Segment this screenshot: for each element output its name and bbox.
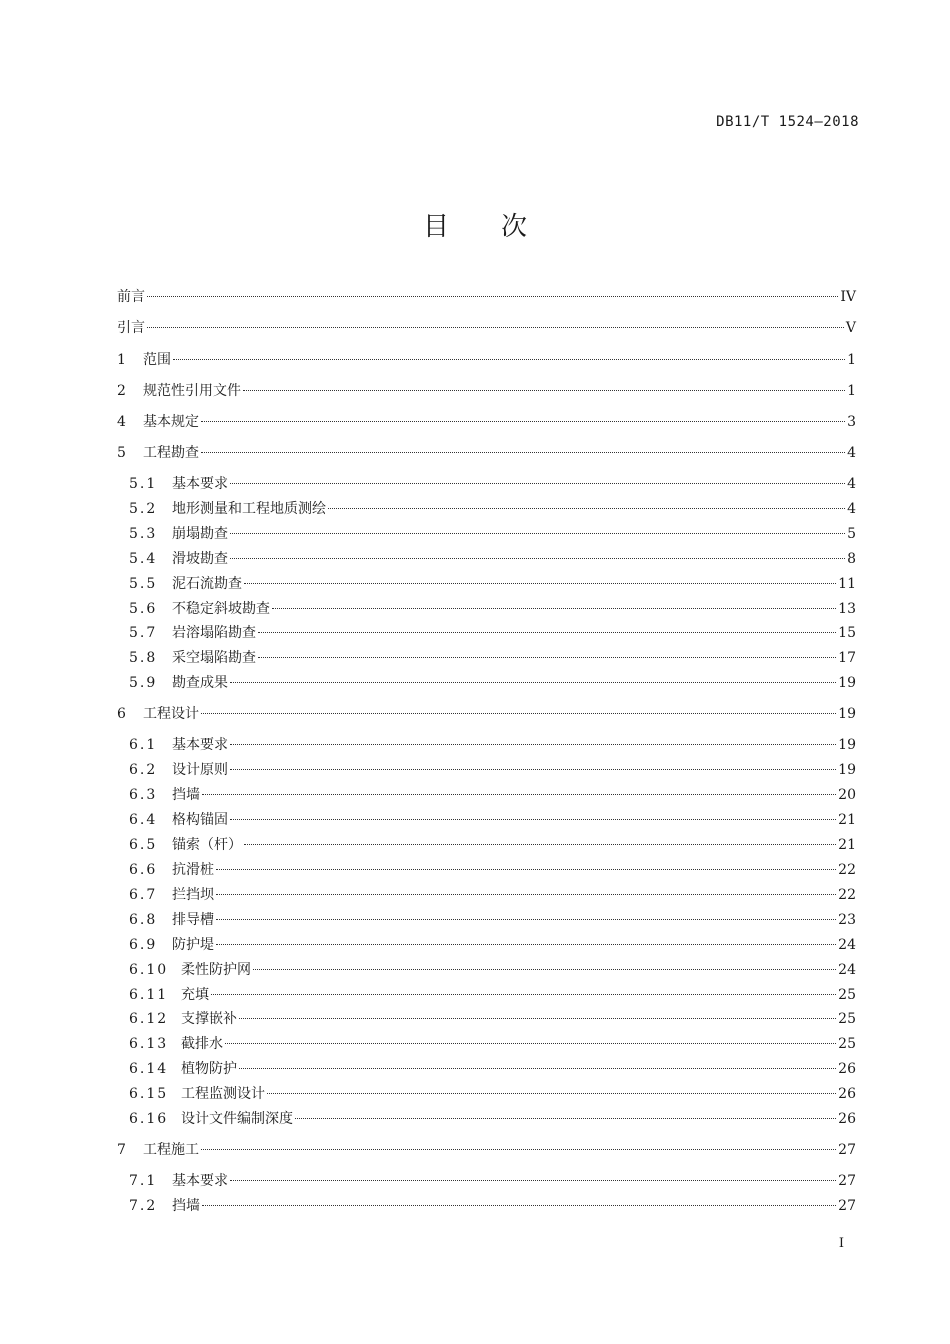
- toc-entry[interactable]: [117, 523, 856, 545]
- toc-entry-label: 引言: [117, 320, 145, 336]
- toc-dot-leader: [201, 452, 845, 453]
- toc-dot-leader: [202, 794, 836, 795]
- toc-dot-leader: [328, 508, 845, 509]
- toc-entry-page: 25: [838, 1036, 856, 1052]
- toc-entry-label: 采空塌陷勘查: [172, 650, 256, 666]
- toc-entry[interactable]: [117, 1058, 856, 1080]
- toc-entry-page: 24: [838, 962, 856, 978]
- toc-entry-number: 6.5: [129, 837, 158, 853]
- toc-dot-leader: [230, 558, 845, 559]
- toc-entry-number: 5.7: [129, 625, 158, 641]
- toc-entry-page: 21: [838, 837, 856, 853]
- toc-entry-label: 基本要求: [172, 1173, 228, 1189]
- toc-entry-page: 4: [847, 501, 856, 517]
- toc-entry-page: 17: [838, 650, 856, 666]
- toc-entry-page: 1: [847, 352, 856, 368]
- toc-entry-page: 4: [847, 476, 856, 492]
- toc-entry[interactable]: [117, 442, 856, 464]
- toc-dot-leader: [230, 744, 836, 745]
- toc-dot-leader: [244, 844, 836, 845]
- toc-entry-label: 格构锚固: [172, 812, 228, 828]
- toc-dot-leader: [230, 533, 845, 534]
- toc-entry-label: 设计文件编制深度: [181, 1111, 293, 1127]
- toc-dot-leader: [216, 919, 836, 920]
- toc-entry-label: 基本要求: [172, 476, 228, 492]
- toc-entry-number: 6.16: [129, 1111, 169, 1127]
- toc-entry[interactable]: [117, 647, 856, 669]
- toc-entry-number: 6.1: [129, 737, 158, 753]
- toc-entry-label: 排导槽: [172, 912, 214, 928]
- toc-entry-number: 6.15: [129, 1086, 169, 1102]
- toc-entry-page: 11: [838, 576, 856, 592]
- toc-entry-number: 5.6: [129, 601, 158, 617]
- toc-entry[interactable]: [117, 834, 856, 856]
- toc-entry-label: 不稳定斜坡勘查: [172, 601, 270, 617]
- toc-entry[interactable]: [117, 809, 856, 831]
- toc-entry-label: 挡墙: [172, 1198, 200, 1214]
- toc-entry-label: 工程施工: [143, 1142, 199, 1158]
- toc-entry[interactable]: [117, 672, 856, 694]
- toc-entry-number: 6.9: [129, 937, 158, 953]
- toc-entry-page: 21: [838, 812, 856, 828]
- toc-entry-number: 6.8: [129, 912, 158, 928]
- toc-entry[interactable]: [117, 411, 856, 433]
- toc-dot-leader: [211, 994, 836, 995]
- toc-entry-page: 24: [838, 937, 856, 953]
- toc-entry-label: 滑坡勘查: [172, 551, 228, 567]
- toc-dot-leader: [244, 583, 836, 584]
- toc-entry[interactable]: [117, 959, 856, 981]
- toc-entry-number: 6.2: [129, 762, 158, 778]
- toc-entry[interactable]: [117, 934, 856, 956]
- toc-entry-number: 7.1: [129, 1173, 158, 1189]
- page-title: [0, 206, 950, 243]
- toc-entry[interactable]: [117, 1033, 856, 1055]
- toc-entry-label: 锚索（杆）: [172, 837, 242, 853]
- document-code: DB11/T 1524—2018: [716, 114, 859, 130]
- toc-dot-leader: [225, 1043, 836, 1044]
- toc-dot-leader: [202, 1205, 836, 1206]
- toc-entry-label: 泥石流勘查: [172, 576, 242, 592]
- toc-entry[interactable]: [117, 1008, 856, 1030]
- toc-dot-leader: [230, 1180, 836, 1181]
- toc-entry[interactable]: [117, 317, 856, 339]
- toc-dot-leader: [258, 632, 836, 633]
- toc-dot-leader: [216, 944, 836, 945]
- toc-entry[interactable]: [117, 759, 856, 781]
- toc-entry-label: 设计原则: [172, 762, 228, 778]
- toc-entry-number: 6.14: [129, 1061, 169, 1077]
- toc-entry-page: 8: [847, 551, 856, 567]
- toc-dot-leader: [147, 327, 844, 328]
- toc-entry[interactable]: [117, 859, 856, 881]
- toc-entry-number: 6.13: [129, 1036, 169, 1052]
- toc-entry-page: 19: [838, 762, 856, 778]
- toc-entry-label: 工程监测设计: [181, 1086, 265, 1102]
- toc-dot-leader: [147, 296, 838, 297]
- toc-entry-label: 基本规定: [143, 414, 199, 430]
- toc-entry-number: 6: [117, 706, 128, 722]
- toc-entry-page: 25: [838, 1011, 856, 1027]
- toc-entry-label: 岩溶塌陷勘查: [172, 625, 256, 641]
- toc-entry-number: 5.4: [129, 551, 158, 567]
- toc-entry-page: 20: [838, 787, 856, 803]
- toc-entry-page: 1: [847, 383, 856, 399]
- toc-entry-label: 柔性防护网: [181, 962, 251, 978]
- toc-entry-number: 5.5: [129, 576, 158, 592]
- toc-entry-label: 截排水: [181, 1036, 223, 1052]
- toc-entry[interactable]: [117, 784, 856, 806]
- toc-entry[interactable]: [117, 984, 856, 1006]
- toc-entry-page: 22: [838, 862, 856, 878]
- toc-dot-leader: [239, 1018, 836, 1019]
- toc-entry[interactable]: [117, 622, 856, 644]
- toc-entry-number: 5.2: [129, 501, 158, 517]
- toc-dot-leader: [201, 713, 836, 714]
- toc-entry-page: 19: [838, 737, 856, 753]
- toc-dot-leader: [216, 894, 836, 895]
- toc-entry-number: 6.7: [129, 887, 158, 903]
- toc-entry[interactable]: [117, 573, 856, 595]
- toc-entry[interactable]: [117, 380, 856, 402]
- toc-entry-page: 26: [838, 1086, 856, 1102]
- toc-entry[interactable]: [117, 598, 856, 620]
- toc-entry-number: 6.10: [129, 962, 169, 978]
- toc-entry[interactable]: [117, 884, 856, 906]
- toc-entry-label: 工程勘查: [143, 445, 199, 461]
- toc-entry-label: 抗滑桩: [172, 862, 214, 878]
- toc-entry-label: 勘查成果: [172, 675, 228, 691]
- toc-entry-label: 支撑嵌补: [181, 1011, 237, 1027]
- toc-dot-leader: [253, 969, 836, 970]
- toc-entry[interactable]: [117, 1170, 856, 1192]
- toc-entry-label: 植物防护: [181, 1061, 237, 1077]
- toc-entry-label: 防护堤: [172, 937, 214, 953]
- toc-entry[interactable]: [117, 1083, 856, 1105]
- toc-entry-label: 范围: [143, 352, 171, 368]
- toc-entry-number: 6.12: [129, 1011, 169, 1027]
- toc-entry-page: 13: [838, 601, 856, 617]
- toc-entry[interactable]: [117, 909, 856, 931]
- toc-dot-leader: [201, 421, 845, 422]
- toc-entry-number: 6.6: [129, 862, 158, 878]
- toc-dot-leader: [272, 608, 836, 609]
- toc-entry-page: 15: [838, 625, 856, 641]
- toc-entry[interactable]: [117, 1195, 856, 1217]
- toc-entry-label: 崩塌勘查: [172, 526, 228, 542]
- toc-dot-leader: [216, 869, 836, 870]
- toc-entry[interactable]: [117, 548, 856, 570]
- toc-entry[interactable]: [117, 1139, 856, 1161]
- toc-dot-leader: [173, 359, 845, 360]
- toc-entry-page: 3: [847, 414, 856, 430]
- toc-entry-number: 5.9: [129, 675, 158, 691]
- toc-entry-page: 4: [847, 445, 856, 461]
- toc-entry-label: 挡墙: [172, 787, 200, 803]
- toc-entry[interactable]: [117, 703, 856, 725]
- toc-entry-number: 5.1: [129, 476, 158, 492]
- toc-entry-label: 地形测量和工程地质测绘: [172, 501, 326, 517]
- toc-dot-leader: [295, 1118, 836, 1119]
- toc-dot-leader: [258, 657, 836, 658]
- toc-dot-leader: [239, 1068, 836, 1069]
- toc-entry-number: 6.4: [129, 812, 158, 828]
- toc-entry[interactable]: [117, 734, 856, 756]
- toc-entry-page: 5: [847, 526, 856, 542]
- toc-dot-leader: [230, 483, 845, 484]
- toc-entry-label: 规范性引用文件: [143, 383, 241, 399]
- toc-entry-page: 27: [838, 1198, 856, 1214]
- toc-entry-page: 27: [838, 1142, 856, 1158]
- toc-entry-label: 拦挡坝: [172, 887, 214, 903]
- toc-entry-label: 基本要求: [172, 737, 228, 753]
- toc-entry-number: 6.3: [129, 787, 158, 803]
- toc-entry-label: 充填: [181, 987, 209, 1003]
- toc-entry-number: 4: [117, 414, 128, 430]
- toc-entry-page: IV: [840, 289, 856, 305]
- toc-dot-leader: [230, 682, 836, 683]
- toc-dot-leader: [267, 1093, 836, 1094]
- toc-entry-page: 23: [838, 912, 856, 928]
- toc-entry-page: 26: [838, 1111, 856, 1127]
- title-char-1: 目: [422, 212, 449, 242]
- footer-page-number: I: [838, 1236, 844, 1251]
- toc-entry-page: V: [845, 320, 856, 336]
- toc-dot-leader: [201, 1149, 836, 1150]
- toc-entry-number: 5: [117, 445, 128, 461]
- toc-entry[interactable]: [117, 1108, 856, 1130]
- toc-entry[interactable]: [117, 498, 856, 520]
- toc-entry-page: 27: [838, 1173, 856, 1189]
- toc-entry-label: 前言: [117, 289, 145, 305]
- toc-entry[interactable]: [117, 473, 856, 495]
- toc-dot-leader: [230, 819, 836, 820]
- toc-entry-number: 7.2: [129, 1198, 158, 1214]
- toc-entry-number: 5.3: [129, 526, 158, 542]
- toc-entry-label: 工程设计: [143, 706, 199, 722]
- toc-entry-number: 7: [117, 1142, 128, 1158]
- toc-entry-page: 19: [838, 675, 856, 691]
- toc-entry-page: 22: [838, 887, 856, 903]
- toc-entry-number: 1: [117, 352, 128, 368]
- toc-entry[interactable]: [117, 286, 856, 308]
- toc-entry-page: 19: [838, 706, 856, 722]
- toc-entry-number: 6.11: [129, 987, 169, 1003]
- toc-entry-number: 2: [117, 383, 128, 399]
- toc-entry-page: 26: [838, 1061, 856, 1077]
- title-char-2: 次: [501, 212, 528, 242]
- toc-entry-number: 5.8: [129, 650, 158, 666]
- toc-entry[interactable]: [117, 349, 856, 371]
- toc-entry-page: 25: [838, 987, 856, 1003]
- toc-dot-leader: [243, 390, 845, 391]
- toc-dot-leader: [230, 769, 836, 770]
